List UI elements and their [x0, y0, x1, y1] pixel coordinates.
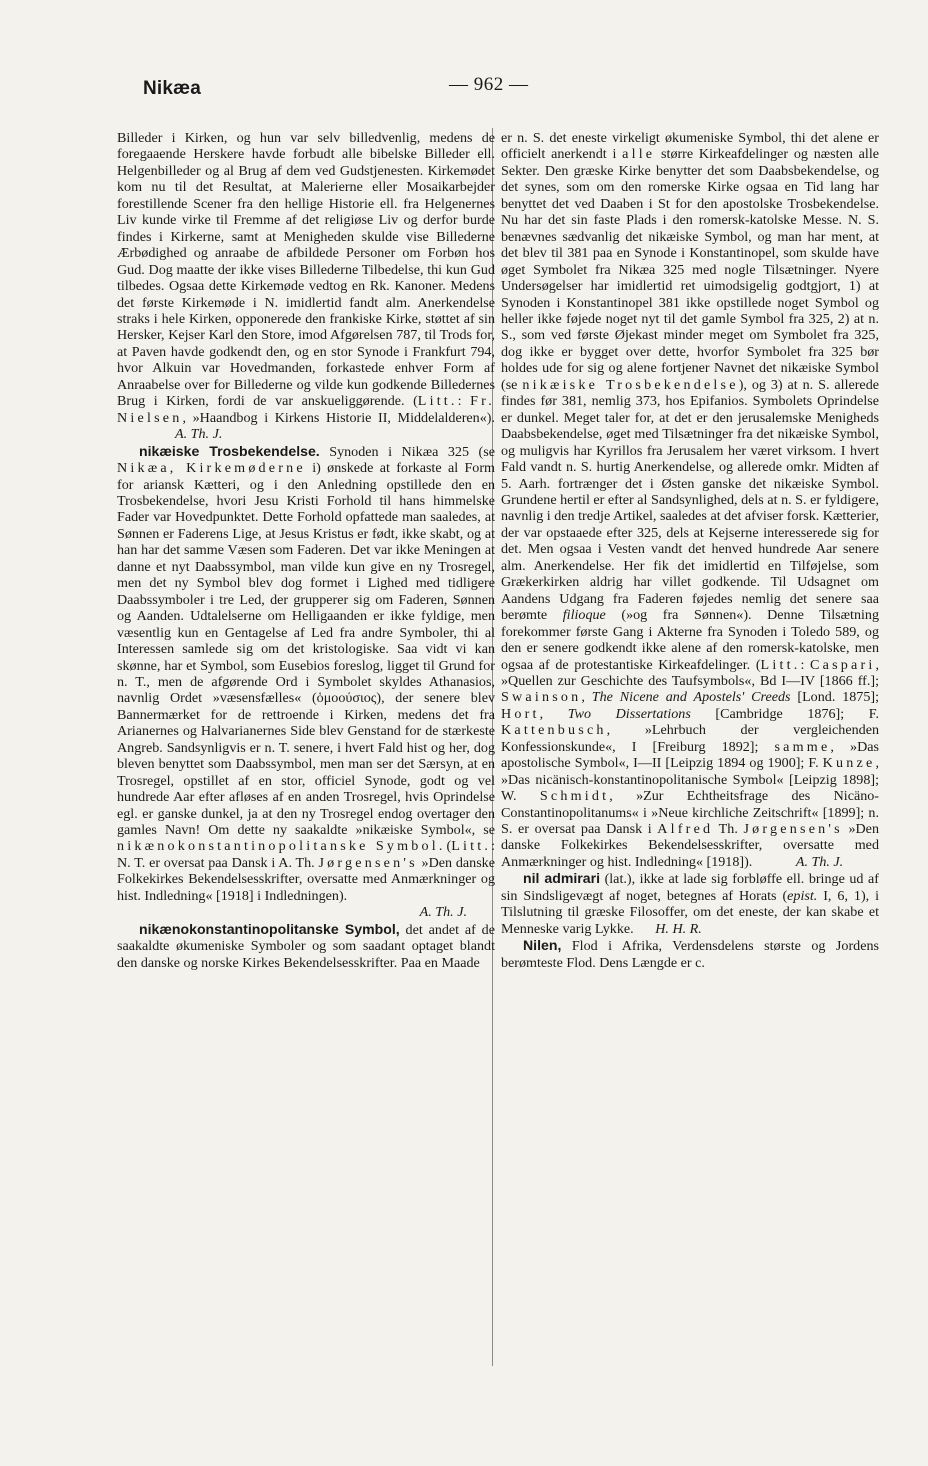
- running-head: Nikæa: [143, 78, 202, 99]
- author-signature: A. Th. J.: [175, 426, 223, 443]
- entry-headword: nikænokonstantinopolitanske Symbol,: [139, 920, 400, 937]
- right-column: [501, 130, 879, 971]
- continued-paragraph: Billeder i Kirken, og hun var selv billedvenlig, medens de foregaaende Herskere havde forbudt alle bibelske Billeder ell. Helgenbilleder og al Brug af dem ved Gudstjenesten. Kirkemødet kom nu til det Resultat, at Malerierne eller Mosaikarbejder forestillende Scener fra den hellige Historie ell. fra Helgenernes Liv kunde virke til Fremme af det religiøse Liv og derfor burde findes i Kirkerne, samt at Menigheden skulde vise Billederne Ærbødighed og anraabe de afbildede Personer om Forbøn hos Gud. Dog maatte der ikke vises Billederne Tilbedelse, thi kun Gud tilbedes. Ogsaa dette Kirkemøde vedtog en Rk. Kanoner. Medens det første Kirkemøde i N. imidlertid fandt alm. Anerkendelse straks i hele Kirken, opponerede den frankiske Kirke, støttet af sin Hersker, Kejser Karl den Store, imod Afgørelsen 787, til Trods for, at Paven havde godkendt den, og en stor Synode i Frankfurt 794, hvor Alkuin var Hovedmanden, forkastede enhver Form af Anraabelse over for Billederne og vilde kun godkende Billedernes Brug i Kirken, fordi de var anskueliggørende. (Litt.: Fr. Nielsen, »Haandbog i Kirkens Historie II, Middelalderen«). A. Th. J.: [117, 130, 495, 443]
- author-signature: H. H. R.: [655, 920, 702, 937]
- continued-paragraph: er n. S. det eneste virkeligt økumeniske Symbol, thi det alene er officielt anerkendt i alle større Kirkeafdelinger og næsten alle Sekter. Den græske Kirke benytter det som Daabsbekendelse, og det synes, som om den romerske Kirke ogsaa en Tid lang har benyttet det ved Daaben i St for den apostolske Trosbekendelse. Nu har det sin faste Plads i den romersk-katolske Messe. N. S. benævnes sædvanlig det nikæiske Symbol, og man har ment, at det blev til 381 paa en Synode i Konstantinopel, som skulde have øget Symbolet fra Nikæa 325 med nogle Tilsætninger. Nyere Undersøgelser har imidlertid ret uimodsigelig godtgjort, 1) at Synoden i Konstantinopel 381 ikke opstillede noget Symbol og heller ikke føjede noget nyt til det gamle Symbol fra 325, 2) at n. S., som ved første Øjekast minder meget om Symbolet fra 325, dog ikke er bygget over dette, hvorfor Symbolet fra 325 bør holdes ude for sig og alene fortjener Navnet det nikæiske Symbol (se nikæiske Trosbekendelse), og 3) at n. S. allerede findes før 381, nemlig 373, hos Epifanios. Symbolets Oprindelse er dunkel. Meget taler for, at det er den jerusalemske Menigheds Daabsbekendelse, øget med Tilsætninger fra det nikæiske Symbol, og muligvis har Kyrillos fra Jerusalem her været virksom. I hvert Fald vandt n. S. hurtig Anerkendelse, og allerede omkr. Midten af 5. Aarh. fortrænger det i Østen ganske det nikæiske Symbol. Grundene hertil er efter al Sandsynlighed, dels at n. S. er fyldigere, navnlig i den tredje Artikel, saaledes at det afviser forsk. Kætterier, der var opstaaede efter 325, dels at Kejserne interesserede sig for det. Men ogsaa i Vesten vandt det henved hundrede Aar senere alm. Anerkendelse. Her fik det imidlertid en Tilføjelse, som Grækerkirken aldrig har villet godkende. Til Udsagnet om Aandens Udgang fra Faderen føjedes nemlig det senere saa berømte filioque (»og fra Sønnen«). Denne Tilsætning forekommer første Gang i Akterne fra Synoden i Toledo 589, og den er senere godkendt ikke alene af den romersk-katolske, men ogsaa af de protestantiske Kirkeafdelinger. (Litt.: Caspari, »Quellen zur Geschichte des Taufsymbols«, Bd I—IV [1866 ff.]; Swainson, The Nicene and Apostels' Creeds [Lond. 1875]; Hort, Two Dissertations [Cambridge 1876]; F. Kattenbusch, »Lehrbuch der vergleichenden Konfessionskunde«, I [Freiburg 1892]; samme, »Das apostolische Symbol«, I—II [Leipzig 1894 og 1900]; F. Kunze, »Das nicänisch-konstantinopolitanische Symbol« [Leipzig 1898]; W. Schmidt, »Zur Echtheitsfrage des Nicäno-Constantinopolitanums« i »Neue kirchliche Zeitschrift« [1899]; n. S. er oversat paa Dansk i Alfred Th. Jørgensen's »Den danske Folkekirkes Bekendelsesskrifter, oversatte med Anmærkninger og hist. Indledning« [1918]). A. Th. J.: [501, 130, 880, 870]
- entry-nil-admirari: nil admirari (lat.), ikke at lade sig forbløffe ell. bringe ud af sin Sindsligevægt af noget, betegnes af Horats (epist. I, 6, 1), i Tilslutning til græske Filosoffer, om det eneste, der kan skabe et Menneske varig Lykke. H. H. R.: [501, 870, 880, 937]
- entry-headword: nikæiske Trosbekendelse.: [139, 442, 320, 459]
- signature-line: [117, 904, 495, 920]
- cross-reference: nikæiske Trosbekendelse: [522, 376, 739, 393]
- entry-nilen: Nilen, Flod i Afrika, Verdensdelens største og Jordens berømteste Flod. Dens Længde er c.: [501, 937, 879, 971]
- page-header: [0, 72, 928, 102]
- page-number: — 962 —: [449, 74, 529, 95]
- author-signature: A. Th. J.: [419, 904, 467, 921]
- entry-nikaenokonstantinopolitanske-symbol: nikænokonstantinopolitanske Symbol, det andet af de saakaldte økumeniske Symboler og som saadant optaget blandt den danske og norske Kirkes Bekendelsesskrifter. Paa en Maade: [117, 920, 495, 971]
- entry-headword: Nilen,: [523, 937, 562, 954]
- cross-reference: nikænokonstantinopolitanske Symbol: [117, 838, 439, 855]
- left-column: [117, 130, 495, 971]
- cross-reference: Nikæa, Kirkemøderne: [117, 460, 306, 477]
- entry-nikaeiske-trosbekendelse: nikæiske Trosbekendelse. Synoden i Nikæa 325 (se Nikæa, Kirkemøderne i) ønskede at forkaste al Form for ariansk Kætteri, og i den Anledning opstillede den en Trosbekendelse, hvori Jesu Kristi Forhold til hans himmelske Fader var Hovedpunktet. Dette Forhold opfattede man saaledes, at Sønnen er Faderens Lige, at Jesus Kristus er født, ikke skabt, og at han har det samme Væsen som Faderen. Det var ikke Meningen at danne et nyt Daabssymbol, man vilde kun give en ny Trosregel, men det ny Symbol blev dog formet i Lighed med tidligere Daabssymboler i tre Led, der grupperer sig om Faderen, Sønnen og Aanden. Udtalelserne om Helligaanden er ikke fyldige, men væsentlig kun en Gentagelse af Led fra andre Symboler, thi al Interessen samlede sig om det kristologiske. Saa vidt vi kan skønne, har et Symbol, som Eusebios foreslog, ligget til Grund for n. T., men de afgørende Ord i Symbolet skyldes Athanasios, navnlig Ordet »væsensfælles« (ὁμοούσιος), der senere blev Bannermærket for de rettroende i Kirken, medens det fra Arianernes og Halvarianernes Side blev Genstand for de stærkeste Angreb. Sandsynligvis er n. T. senere, i hvert Fald hist og her, dog bleven benyttet som Daabssymbol, men man ser det Særsyn, at en Trosregel, opstillet af en stor, officiel Synode, godt og vel hundrede Aar efter afløses af en anden Trosregel, hvis Oprindelse egl. er ganske dunkel, ja at den ny Trosregel endog overtager den gamles Navn! Om dette ny saakaldte »nikæiske Symbol«, se nikænokonstantinopolitanske Symbol. (Litt.: N. T. er oversat paa Dansk i A. Th. Jørgensen's »Den danske Folkekirkes Bekendelsesskrifter, oversatte med Anmærkninger og hist. Indledning« [1918] i Indledningen).: [117, 442, 495, 904]
- author-signature: A. Th. J.: [795, 853, 844, 870]
- entry-headword: nil admirari: [523, 870, 601, 887]
